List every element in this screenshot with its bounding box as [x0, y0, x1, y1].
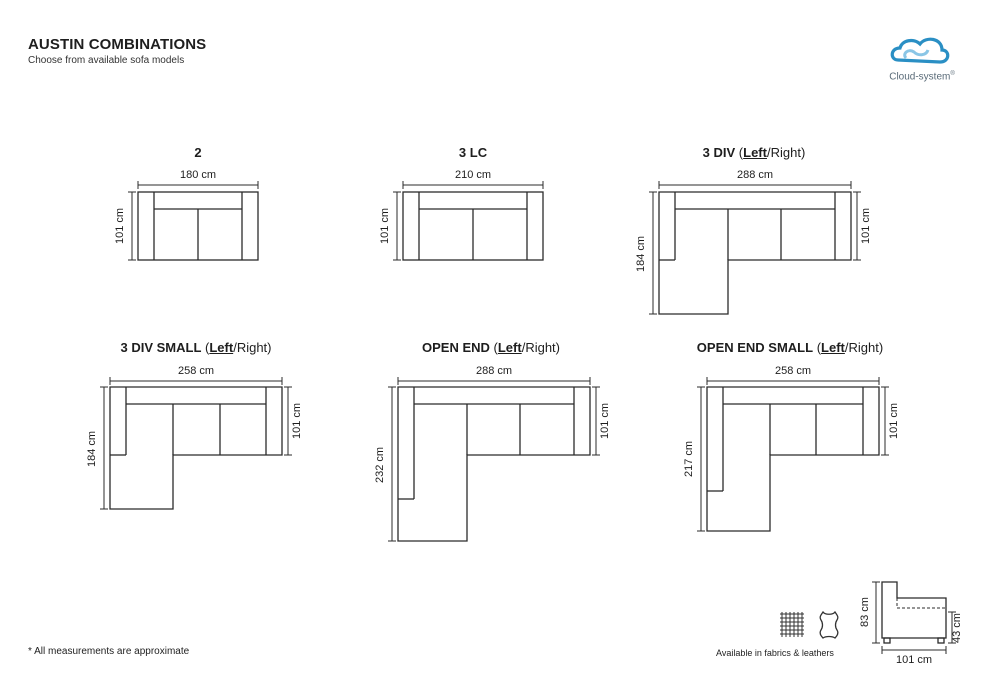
model-title-3lc: 3 LC [458, 145, 488, 160]
brand-name: Cloud-system® [889, 71, 955, 83]
width-label-open-end: 288 cm [475, 365, 513, 377]
depth-label-open-end: 101 cm [599, 402, 611, 440]
side-seat-height-label: 43 cm [951, 613, 963, 643]
side-height-label: 83 cm [859, 597, 871, 627]
page-subtitle: Choose from available sofa models [28, 55, 185, 66]
sofa-open-end-small [697, 377, 889, 531]
width-label-3lc: 210 cm [454, 169, 492, 181]
chaise-label-3div-small: 184 cm [86, 430, 98, 468]
leather-hide-icon [815, 609, 843, 641]
chaise-label-open-end: 232 cm [374, 446, 386, 484]
depth-label-2: 101 cm [114, 207, 126, 245]
depth-label-3lc: 101 cm [379, 207, 391, 245]
side-depth-label: 101 cm [895, 654, 933, 666]
model-title-2: 2 [194, 145, 202, 160]
model-title-open-end-small: OPEN END SMALL (Left/Right) [696, 340, 884, 355]
chaise-label-3div: 184 cm [635, 235, 647, 273]
model-title-3div-small: 3 DIV SMALL (Left/Right) [120, 340, 272, 355]
sofa-3lc [393, 181, 543, 260]
depth-label-3div-small: 101 cm [291, 402, 303, 440]
model-title-3div: 3 DIV (Left/Right) [702, 145, 806, 160]
availability-note: Available in fabrics & leathers [716, 648, 834, 658]
sofa-3div [649, 181, 861, 314]
page-title: AUSTIN COMBINATIONS [28, 36, 207, 53]
depth-label-open-end-small: 101 cm [888, 402, 900, 440]
width-label-3div-small: 258 cm [177, 365, 215, 377]
sofa-3div-small [100, 377, 292, 509]
model-title-open-end: OPEN END (Left/Right) [421, 340, 561, 355]
side-view-diagram [872, 582, 956, 654]
width-label-3div: 288 cm [736, 169, 774, 181]
chaise-label-open-end-small: 217 cm [683, 440, 695, 478]
width-label-open-end-small: 258 cm [774, 365, 812, 377]
measurement-note: * All measurements are approximate [28, 646, 190, 657]
sofa-2 [128, 181, 258, 260]
depth-label-3div: 101 cm [860, 207, 872, 245]
fabric-swatch-icon [777, 610, 807, 640]
width-label-2: 180 cm [179, 169, 217, 181]
sofa-open-end [388, 377, 600, 541]
